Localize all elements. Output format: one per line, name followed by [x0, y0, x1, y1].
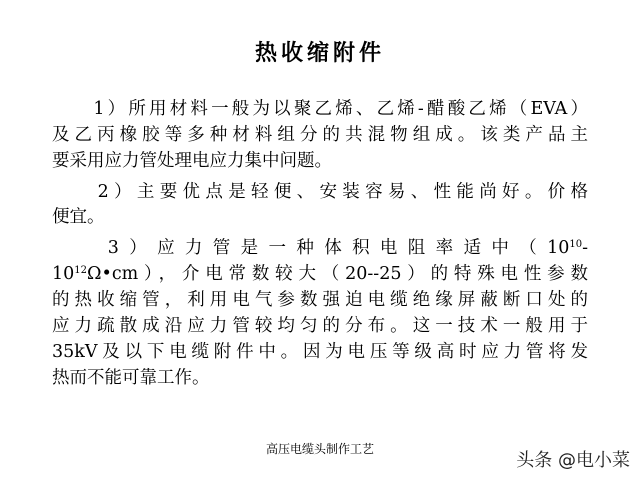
paragraph-3-line-1-tail: - — [582, 238, 588, 258]
paragraph-1-line-1: 1）所用材料一般为以聚乙烯、乙烯-醋酸乙烯（EVA） — [52, 99, 588, 119]
paragraph-3-line-2-pre: 10 — [52, 264, 75, 284]
paragraph-3-line-1 — [52, 237, 588, 259]
paragraph-2-line-2: 便宜。 — [52, 207, 105, 227]
exponent-10: 10 — [569, 239, 583, 250]
watermark: 头条 @电小菜 — [516, 450, 630, 471]
paragraph-3-line-5: 35kV及以下电缆附件中。因为电压等级高时应力管将发 — [52, 342, 588, 362]
paragraph-3-line-6: 热而不能可靠工作。 — [52, 368, 210, 388]
exponent-12: 12 — [74, 265, 88, 276]
paragraph-3-line-2 — [52, 263, 588, 285]
paragraph-3-line-4: 应力疏散成沿应力管较均匀的分布。这一技术一般用于 — [52, 316, 588, 336]
page-title: 热收缩附件 — [254, 40, 385, 66]
paragraph-3-line-3: 的热收缩管，利用电气参数强迫电缆绝缘屏蔽断口处的 — [52, 290, 588, 310]
paragraph-3-line-1-text: 3）应力管是一种体积电阻率适中（10 — [52, 238, 570, 258]
footer-caption: 高压电缆头制作工艺 — [265, 442, 374, 456]
paragraph-2-line-1: 2）主要优点是轻便、安装容易、性能尚好。价格 — [52, 182, 588, 202]
paragraph-1-line-3: 要采用应力管处理电应力集中问题。 — [52, 151, 332, 171]
paragraph-1-line-2: 及乙丙橡胶等多种材料组分的共混物组成。该类产品主 — [52, 125, 588, 145]
paragraph-3-line-2-text: Ω•cm），介电常数较大（20--25）的特殊电性参数 — [87, 264, 588, 284]
